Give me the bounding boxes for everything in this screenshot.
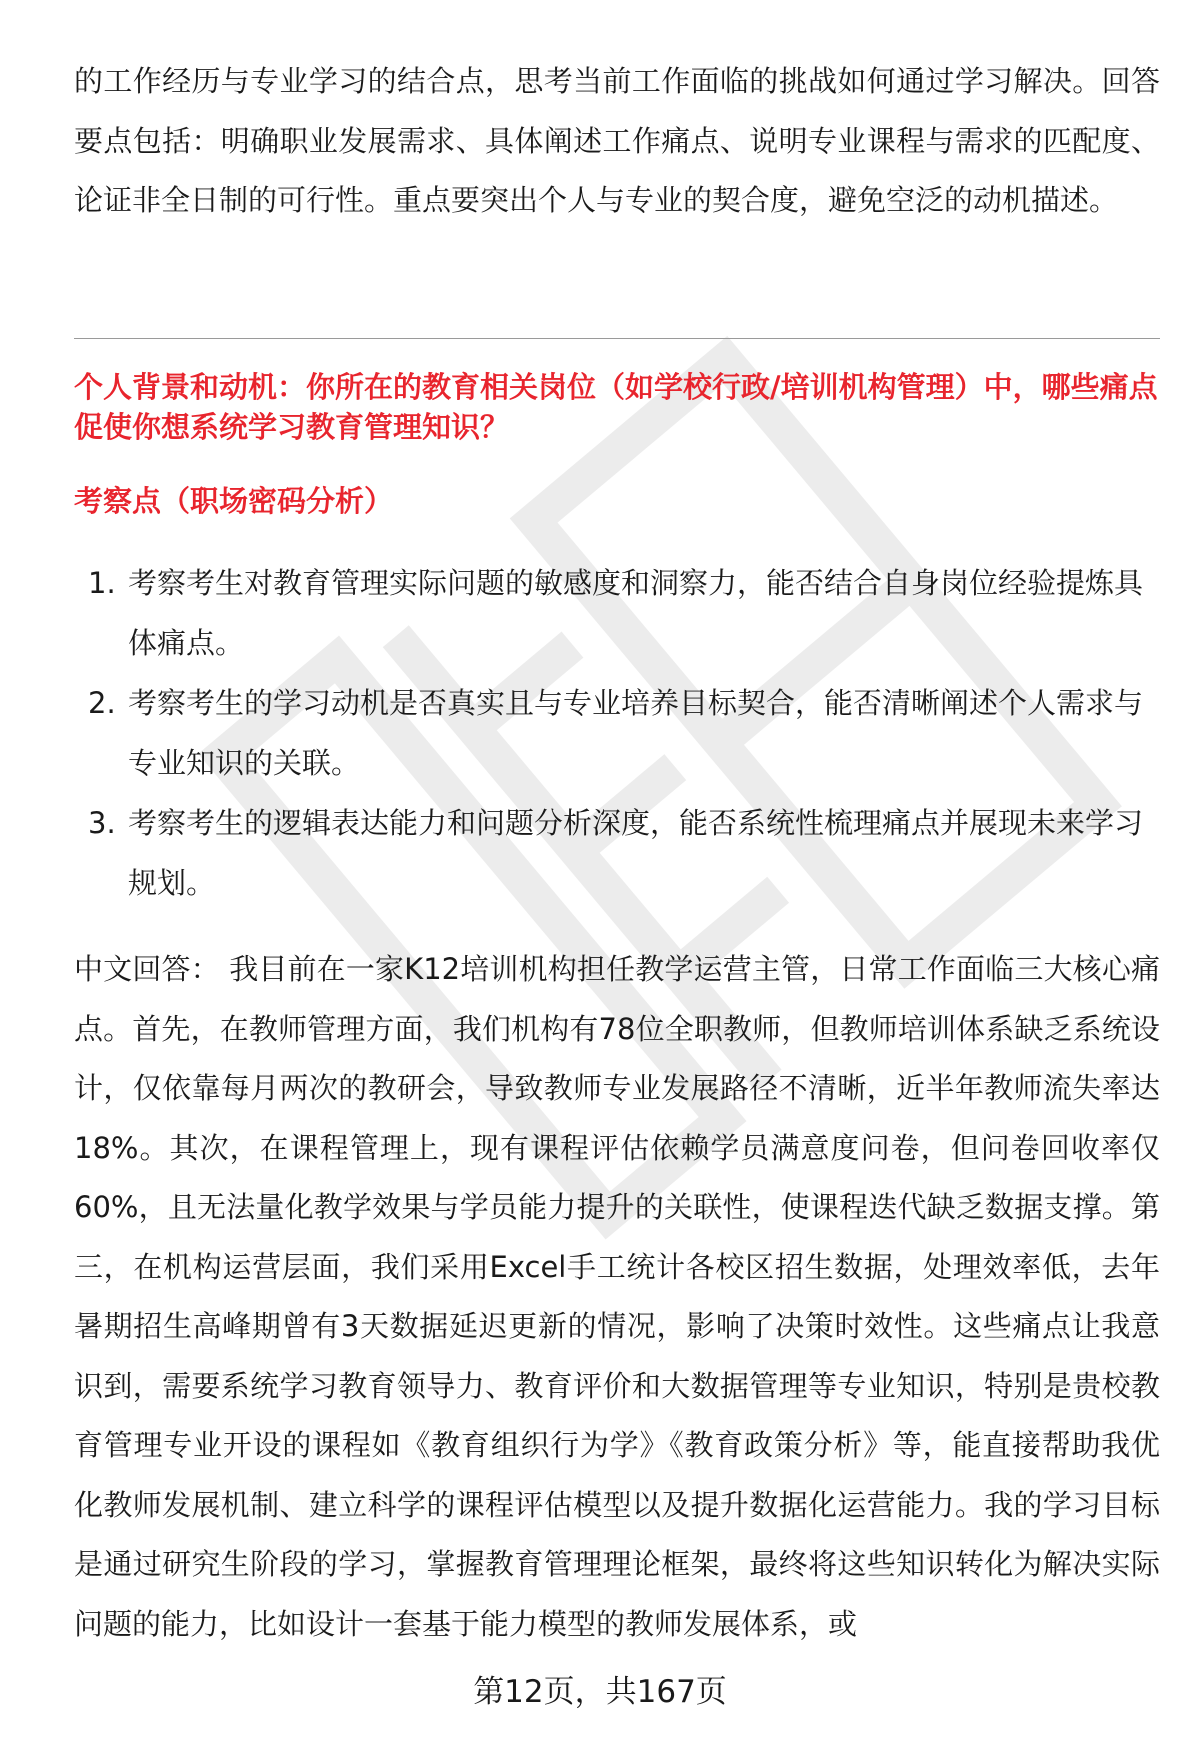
section-divider [74, 338, 1160, 339]
answer-paragraph: 中文回答： 我目前在一家K12培训机构担任教学运营主管，日常工作面临三大核心痛点。首先，在教师管理方面，我们机构有78位全职教师，但教师培训体系缺乏系统设计，仅依靠每月两次的教研会，导致教师专业发展路径不清晰，近半年教师流失率达18%。其次，在课程管理上，现有课程评估依赖学员满意度问卷，但问卷回收率仅60%，且无法量化教学效果与学员能力提升的关联性，使课程迭代缺乏数据支撑。第三，在机构运营层面，我们采用Excel手工统计各校区招生数据，处理效率低，去年暑期招生高峰期曾有3天数据延迟更新的情况，影响了决策时效性。这些痛点让我意识到，需要系统学习教育领导力、教育评价和大数据管理等专业知识，特别是贵校教育管理专业开设的课程如《教育组织行为学》《教育政策分析》等，能直接帮助我优化教师发展机制、建立科学的课程评估模型以及提升数据化运营能力。我的学习目标是通过研究生阶段的学习，掌握教育管理理论框架，最终将这些知识转化为解决实际问题的能力，比如设计一套基于能力模型的教师发展体系，或 [74, 952, 1160, 1641]
assessment-item [74, 553, 1160, 673]
assessment-item-text: 考察考生的学习动机是否真实且与专业培养目标契合，能否清晰阐述个人需求与专业知识的关联。 [128, 686, 1144, 780]
assessment-item-number: 1. [88, 566, 116, 600]
page-number-footer: 第12页，共167页 [473, 1674, 727, 1710]
intro-paragraph: 的工作经历与专业学习的结合点，思考当前工作面临的挑战如何通过学习解决。回答要点包括：明确职业发展需求、具体阐述工作痛点、说明专业课程与需求的匹配度、论证非全日制的可行性。重点要突出个人与专业的契合度，避免空泛的动机描述。 [74, 64, 1160, 217]
assessment-item [74, 673, 1160, 793]
question-heading: 个人背景和动机：你所在的教育相关岗位（如学校行政/培训机构管理）中，哪些痛点促使你想系统学习教育管理知识？ [74, 370, 1158, 444]
assessment-item-text: 考察考生对教育管理实际问题的敏感度和洞察力，能否结合自身岗位经验提炼具体痛点。 [128, 566, 1144, 660]
assessment-item [74, 793, 1160, 913]
assessment-heading: 考察点（职场密码分析） [74, 484, 394, 518]
assessment-item-number: 2. [88, 686, 116, 720]
assessment-list [74, 553, 1160, 913]
assessment-item-number: 3. [88, 806, 116, 840]
assessment-item-text: 考察考生的逻辑表达能力和问题分析深度，能否系统性梳理痛点并展现未来学习规划。 [128, 806, 1144, 900]
